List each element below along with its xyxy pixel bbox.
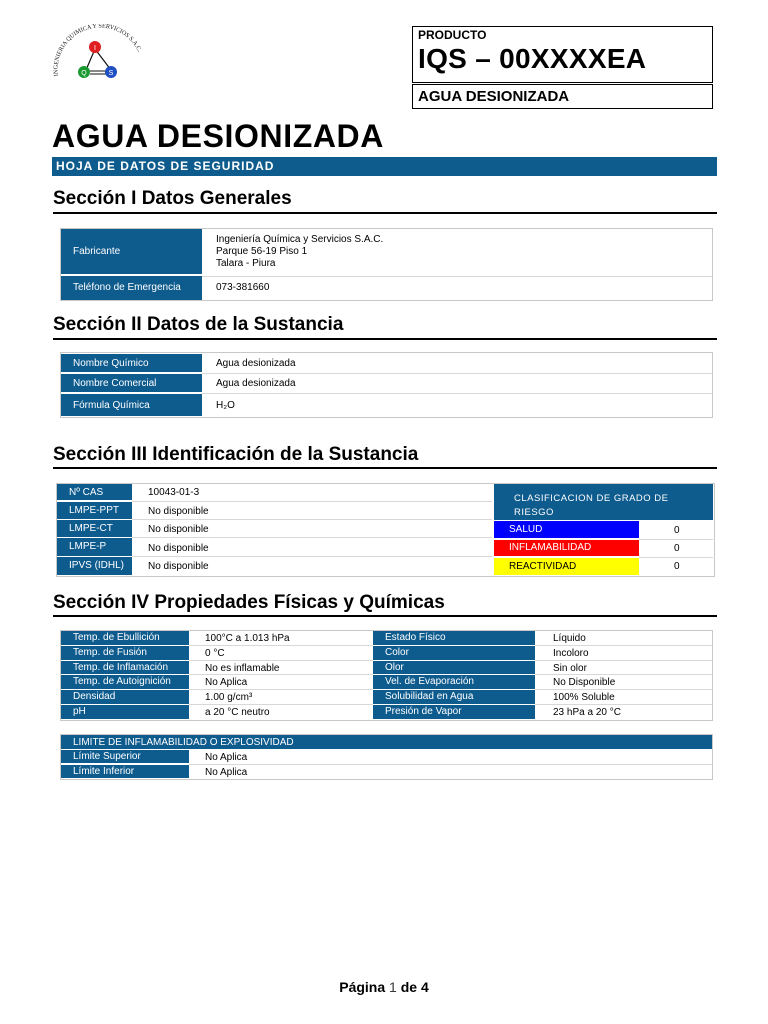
property-label: Estado Físico <box>373 631 535 645</box>
product-name: AGUA DESIONIZADA <box>418 88 570 105</box>
property-value: No Aplica <box>205 677 248 689</box>
property-value: a 20 °C neutro <box>205 707 270 718</box>
property-value: No Disponible <box>553 677 616 689</box>
subtitle-bar <box>52 157 717 176</box>
product-box <box>412 26 713 83</box>
label-telefono: Teléfono de Emergencia <box>61 276 202 300</box>
hazard-salud-value: 0 <box>674 525 680 536</box>
product-name-box <box>412 84 713 109</box>
property-value: 23 hPa a 20 °C <box>553 707 621 718</box>
hazard-inflamabilidad-value: 0 <box>674 543 680 554</box>
property-label: Temp. de Autoignición <box>61 675 189 689</box>
property-value: Incoloro <box>553 647 589 659</box>
label-lmpe-p: LMPE-P <box>57 538 132 556</box>
hazard-reactividad-value: 0 <box>674 561 680 572</box>
product-label: PRODUCTO <box>418 28 487 42</box>
value-cas: 10043-01-3 <box>148 487 200 498</box>
value-limite-inferior: No Aplica <box>205 767 248 778</box>
section-4-limits-table <box>60 734 713 780</box>
logo-letter-s: S <box>108 70 114 77</box>
value-telefono: 073-381660 <box>216 282 270 293</box>
property-value: 100°C a 1.013 hPa <box>205 633 290 644</box>
label-nombre-quimico: Nombre Químico <box>61 354 202 372</box>
value-nombre-comercial: Agua desionizada <box>216 378 296 389</box>
logo-letter-i: I <box>94 45 96 52</box>
property-label: Temp. de Ebullición <box>61 631 189 645</box>
document-subtitle: HOJA DE DATOS DE SEGURIDAD <box>56 159 275 173</box>
footer-current-page: 1 <box>389 979 397 995</box>
property-value: 100% Soluble <box>553 692 615 704</box>
product-code: IQS – 00XXXXEA <box>418 43 647 74</box>
property-label: Olor <box>373 661 535 675</box>
value-lmpe-ct: No disponible <box>148 524 209 535</box>
section-1-heading: Sección I Datos Generales <box>53 188 292 209</box>
company-logo <box>48 24 148 88</box>
value-formula-quimica: H₂O <box>216 400 235 411</box>
label-lmpe-ct: LMPE-CT <box>57 520 132 537</box>
property-value: Sin olor <box>553 662 587 674</box>
property-value: No es inflamable <box>205 662 280 674</box>
label-fabricante: Fabricante <box>61 229 202 274</box>
section-4-properties-table <box>60 630 713 721</box>
limits-header: LIMITE DE INFLAMABILIDAD O EXPLOSIVIDAD <box>61 735 712 749</box>
section-2-table <box>60 352 713 418</box>
hazard-salud-badge: SALUD <box>494 521 639 538</box>
property-value: 0 °C <box>205 647 225 659</box>
property-label: Vel. de Evaporación <box>373 675 535 689</box>
section-4-heading: Sección IV Propiedades Físicas y Químicas <box>53 592 445 613</box>
section-4-rule <box>53 615 717 617</box>
footer-separator: de <box>400 979 418 995</box>
label-lmpe-ppt: LMPE-PPT <box>57 502 132 519</box>
hazard-inflamabilidad-badge: INFLAMABILIDAD <box>494 540 639 556</box>
property-label: Temp. de Inflamación <box>61 661 189 675</box>
label-limite-superior: Límite Superior <box>61 750 189 763</box>
property-label: pH <box>61 705 189 719</box>
property-label: Temp. de Fusión <box>61 646 189 660</box>
logo-text: INGENIERIA QUIMICA Y SERVICIOS S.A.C. <box>52 24 144 77</box>
footer-total-pages: 4 <box>420 979 429 995</box>
section-3-table <box>56 483 715 577</box>
value-fabricante: Ingeniería Química y Servicios S.A.C. Parque 56-19 Piso 1 Talara - Piura <box>216 234 384 269</box>
property-value: Líquido <box>553 633 586 644</box>
label-formula-quimica: Fórmula Química <box>61 394 202 416</box>
section-1-rule <box>53 212 717 214</box>
section-2-heading: Sección II Datos de la Sustancia <box>53 314 344 335</box>
property-label: Presión de Vapor <box>373 705 535 719</box>
property-label: Solubilidad en Agua <box>373 690 535 704</box>
document-title: AGUA DESIONIZADA <box>52 118 384 154</box>
label-ipvs: IPVS (IDHL) <box>57 557 132 575</box>
property-label: Color <box>373 646 535 660</box>
section-2-rule <box>53 338 717 340</box>
hazard-header: CLASIFICACION DE GRADO DE RIESGO <box>494 484 713 520</box>
value-nombre-quimico: Agua desionizada <box>216 358 296 369</box>
page-footer <box>0 979 768 995</box>
value-lmpe-p: No disponible <box>148 543 209 554</box>
section-1-table <box>60 228 713 301</box>
logo-letter-q: Q <box>81 70 87 77</box>
footer-prefix: Página <box>339 979 386 995</box>
hazard-reactividad-badge: REACTIVIDAD <box>494 558 639 575</box>
label-cas: Nº CAS <box>57 484 132 500</box>
section-3-heading: Sección III Identificación de la Sustancia <box>53 444 419 465</box>
section-3-rule <box>53 467 717 469</box>
label-nombre-comercial: Nombre Comercial <box>61 374 202 392</box>
value-lmpe-ppt: No disponible <box>148 506 209 517</box>
value-ipvs: No disponible <box>148 561 209 572</box>
value-limite-superior: No Aplica <box>205 752 248 763</box>
property-value: 1.00 g/cm³ <box>205 692 253 704</box>
label-limite-inferior: Límite Inferior <box>61 765 189 778</box>
property-label: Densidad <box>61 690 189 704</box>
